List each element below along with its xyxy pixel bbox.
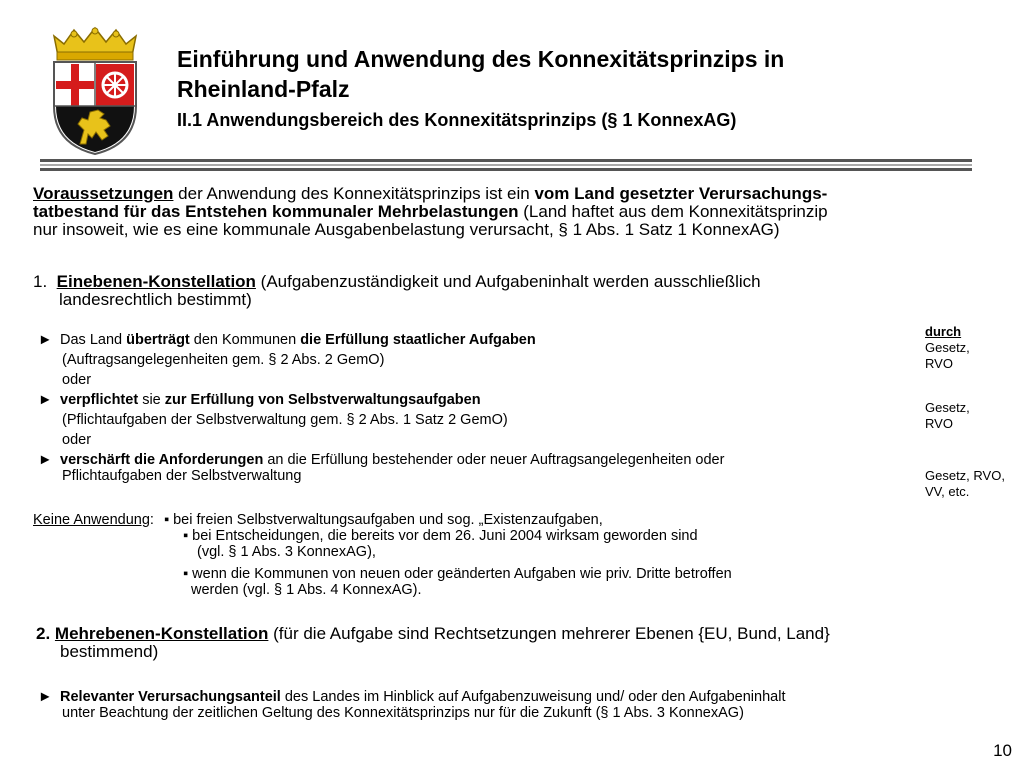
- list-subtext: werden (vgl. § 1 Abs. 4 KonnexAG).: [191, 582, 422, 598]
- page-subtitle: II.1 Anwendungsbereich des Konnexitätsprinzips (§ 1 KonnexAG): [177, 110, 737, 130]
- list-item: ▪ bei freien Selbstverwaltungsaufgaben und sog. „Existenzaufgaben,: [163, 512, 603, 528]
- list-subtext: (Pflichtaufgaben der Selbstverwaltung gem. § 2 Abs. 1 Satz 2 GemO): [62, 412, 508, 428]
- side-note-heading: durch: [925, 324, 962, 339]
- bullet-arrow-icon: ►: [38, 452, 53, 468]
- side-note: Gesetz,: [925, 340, 970, 355]
- intro-text: der Anwendung des Konnexitätsprinzips ist ein: [173, 184, 535, 203]
- side-note: VV, etc.: [925, 484, 970, 499]
- title-line-1: Einführung und Anwendung des Konnexitätsprinzips in: [177, 46, 785, 72]
- side-notes: [925, 324, 1020, 500]
- or-text: oder: [62, 432, 92, 448]
- section-1-bullets: [38, 332, 918, 484]
- list-subtext: (Auftragsangelegenheiten gem. § 2 Abs. 2 GemO): [62, 352, 385, 368]
- side-note: Gesetz,: [925, 400, 970, 415]
- side-note: RVO: [925, 416, 953, 431]
- rheinland-pfalz-coat-of-arms-icon: [40, 26, 150, 156]
- page-title: [177, 44, 784, 104]
- section-number: 1.: [33, 272, 48, 291]
- title-line-2: Rheinland-Pfalz: [177, 76, 350, 102]
- list-subtext: Pflichtaufgaben der Selbstverwaltung: [62, 468, 302, 484]
- list-item: ► Relevanter Verursachungsanteil des Landes im Hinblick auf Aufgabenzuweisung und/ oder den Aufgabeninhalt: [38, 689, 786, 705]
- section-text: landesrechtlich bestimmt): [59, 290, 252, 309]
- header-divider: [40, 168, 972, 171]
- bullet-arrow-icon: ►: [38, 689, 53, 705]
- list-subtext: (vgl. § 1 Abs. 3 KonnexAG),: [197, 544, 376, 560]
- section-2-bullets: [38, 689, 978, 721]
- or-text: oder: [62, 372, 92, 388]
- list-item: ► verschärft die Anforderungen an die Erfüllung bestehender oder neuer Auftragsangelegenheiten oder: [38, 452, 725, 468]
- intro-bold: vom Land gesetzter Verursachungs-: [534, 184, 828, 203]
- list-item: ► verpflichtet sie zur Erfüllung von Selbstverwaltungsaufgaben: [38, 392, 481, 408]
- intro-text: nur insoweit, wie es eine kommunale Ausgabenbelastung verursacht, § 1 Abs. 1 Satz 1 KonnexAG): [33, 220, 780, 239]
- section-number: 2.: [36, 624, 51, 643]
- header-divider: [40, 164, 972, 166]
- intro-text: (Land haftet aus dem Konnexitätsprinzip: [518, 202, 828, 221]
- list-item: ▪ wenn die Kommunen von neuen oder geänderten Aufgaben wie priv. Dritte betroffen: [183, 566, 732, 582]
- section-title: Einebenen-Konstellation: [56, 272, 256, 291]
- header-divider: [40, 159, 972, 162]
- section-text: bestimmend): [60, 642, 159, 661]
- section-2-heading: [36, 625, 976, 661]
- list-item: ► Das Land überträgt den Kommunen die Erfüllung staatlicher Aufgaben: [38, 332, 536, 348]
- page-number: 10: [993, 741, 1012, 760]
- list-subtext: unter Beachtung der zeitlichen Geltung des Konnexitätsprinzips nur für die Zukunft (§ 1 Abs. 3 KonnexAG): [62, 705, 744, 721]
- intro-bold: tatbestand für das Entstehen kommunaler Mehrbelastungen: [33, 202, 519, 221]
- list-item: ▪ bei Entscheidungen, die bereits vor dem 26. Juni 2004 wirksam geworden sind: [183, 528, 698, 544]
- section-text: (für die Aufgabe sind Rechtsetzungen mehrerer Ebenen {EU, Bund, Land}: [268, 624, 830, 643]
- section-1-heading: [33, 273, 973, 309]
- intro-paragraph: [33, 185, 973, 239]
- section-title: Mehrebenen-Konstellation: [54, 624, 269, 643]
- bullet-arrow-icon: ►: [38, 392, 53, 408]
- side-note: Gesetz, RVO,: [925, 468, 1005, 483]
- intro-heading: Voraussetzungen: [33, 184, 174, 203]
- keine-anwendung-block: Keine Anwendung: ▪ bei freien Selbstverwaltungsaufgaben und sog. „Existenzaufgaben, ▪ bei Entscheidungen, die bereits vor dem 26. Juni 2004 wirksam geworden sind (vgl. § 1 Abs. 3 KonnexAG), ▪ wenn die Kommunen von neuen oder geänderten Aufgaben wie priv. Dritte betroffen werden (vgl. § 1 Abs. 4 KonnexAG).: [33, 512, 933, 598]
- bullet-arrow-icon: ►: [38, 332, 53, 348]
- keine-anwendung-label: Keine Anwendung: [33, 512, 150, 528]
- side-note: RVO: [925, 356, 953, 371]
- section-text: (Aufgabenzuständigkeit und Aufgabeninhalt werden ausschließlich: [255, 272, 761, 291]
